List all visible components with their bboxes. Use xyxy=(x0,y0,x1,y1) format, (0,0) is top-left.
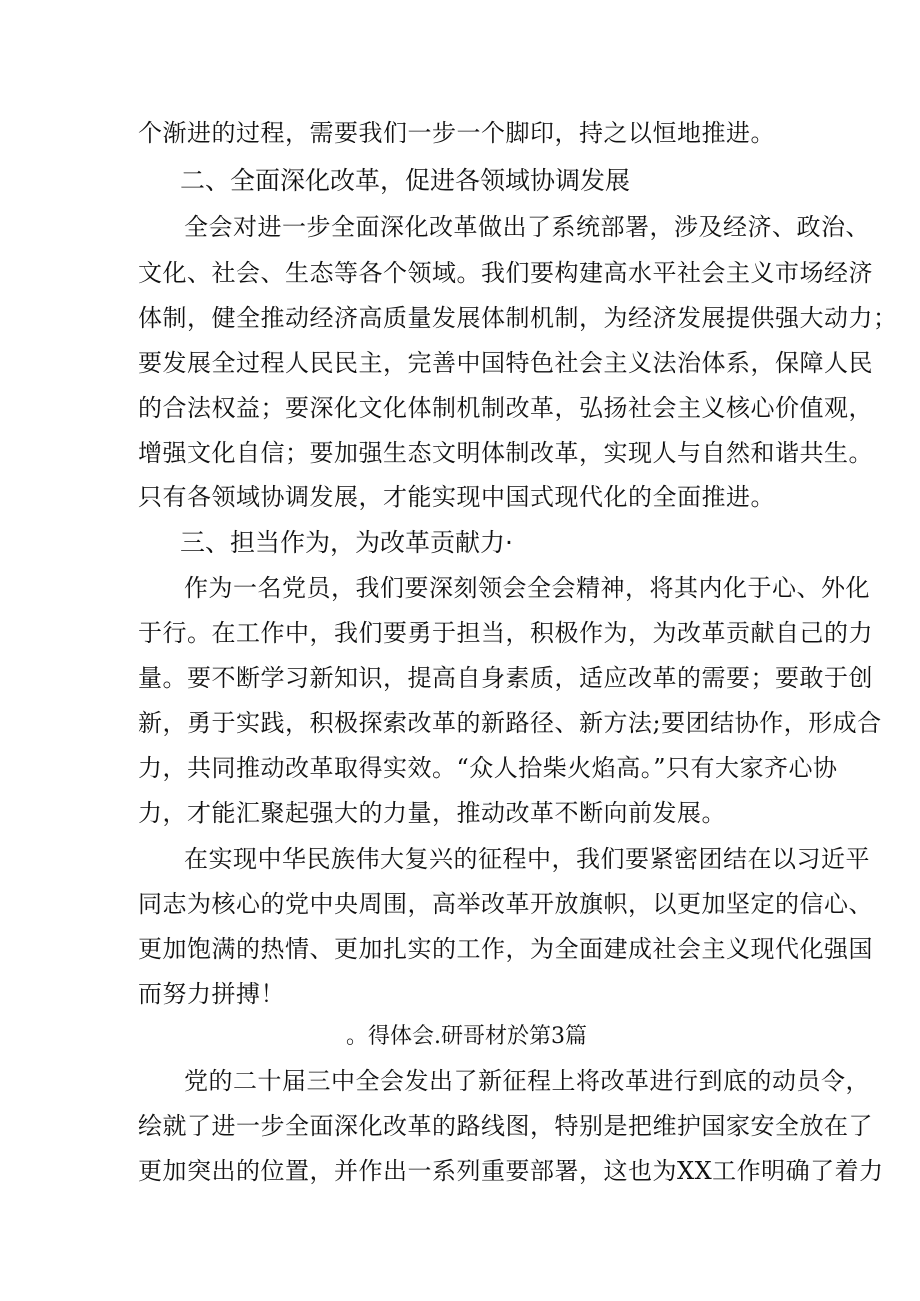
paragraph-line: 力，共同推动改革取得实效。“众人拾柴火焰高。”只有大家齐心协 xyxy=(138,754,838,782)
paragraph-line: 力，才能汇聚起强大的力量，推动改革不断向前发展。 xyxy=(138,799,726,827)
paragraph-line: 党的二十届三中全会发出了新征程上将改革进行到底的动员令， xyxy=(184,1067,870,1095)
paragraph-line: 全会对进一步全面深化改革做出了系统部署，涉及经济、政治、 xyxy=(184,213,870,241)
paragraph-line: 体制，健全推动经济高质量发展体制机制，为经济发展提供强大动力； xyxy=(138,304,898,332)
paragraph-line: 同志为核心的党中央周围，高举改革开放旗帜，以更加坚定的信心、 xyxy=(138,890,873,918)
paragraph-line: 绘就了进一步全面深化改革的路线图，特别是把维护国家安全放在了 xyxy=(138,1112,873,1140)
paragraph-line: 在实现中华民族伟大复兴的征程中，我们要紧密团结在以习近平 xyxy=(184,845,870,873)
article-subtitle: 。得体会.研哥材於第3篇 xyxy=(346,1024,587,1049)
paragraph-line: 文化、社会、生态等各个领域。我们要构建高水平社会主义市场经济 xyxy=(138,259,873,287)
paragraph-line: 新，勇于实践，积极探索改革的新路径、新方法;要团结协作，形成合 xyxy=(138,709,882,737)
paragraph-line: 而努力拼搏！ xyxy=(138,980,285,1008)
section-heading-3: 三、担当作为，为改革贡献力· xyxy=(180,528,513,557)
paragraph-line: 要发展全过程人民民主，完善中国特色社会主义法治体系，保障人民 xyxy=(138,349,873,377)
paragraph-line: 更加突出的位置，并作出一系列重要部署，这也为XX工作明确了着力 xyxy=(138,1157,884,1185)
paragraph-line: 个渐进的过程，需要我们一步一个脚印，持之以恒地推进。 xyxy=(138,119,775,147)
paragraph-line: 于行。在工作中，我们要勇于担当，积极作为，为改革贡献自己的力 xyxy=(138,619,873,647)
section-heading-2: 二、全面深化改革，促进各领域协调发展 xyxy=(180,166,631,195)
paragraph-line: 只有各领域协调发展，才能实现中国式现代化的全面推进。 xyxy=(138,483,775,511)
paragraph-line: 增强文化自信；要加强生态文明体制改革，实现人与自然和谐共生。 xyxy=(138,439,873,467)
paragraph-line: 作为一名党员，我们要深刻领会全会精神，将其内化于心、外化 xyxy=(184,574,870,602)
paragraph-line: 更加饱满的热情、更加扎实的工作，为全面建成社会主义现代化强国 xyxy=(138,935,873,963)
paragraph-line: 的合法权益；要深化文化体制机制改革，弘扬社会主义核心价值观， xyxy=(138,394,873,422)
paragraph-line: 量。要不断学习新知识，提高自身素质，适应改革的需要；要敢于创 xyxy=(138,664,873,692)
